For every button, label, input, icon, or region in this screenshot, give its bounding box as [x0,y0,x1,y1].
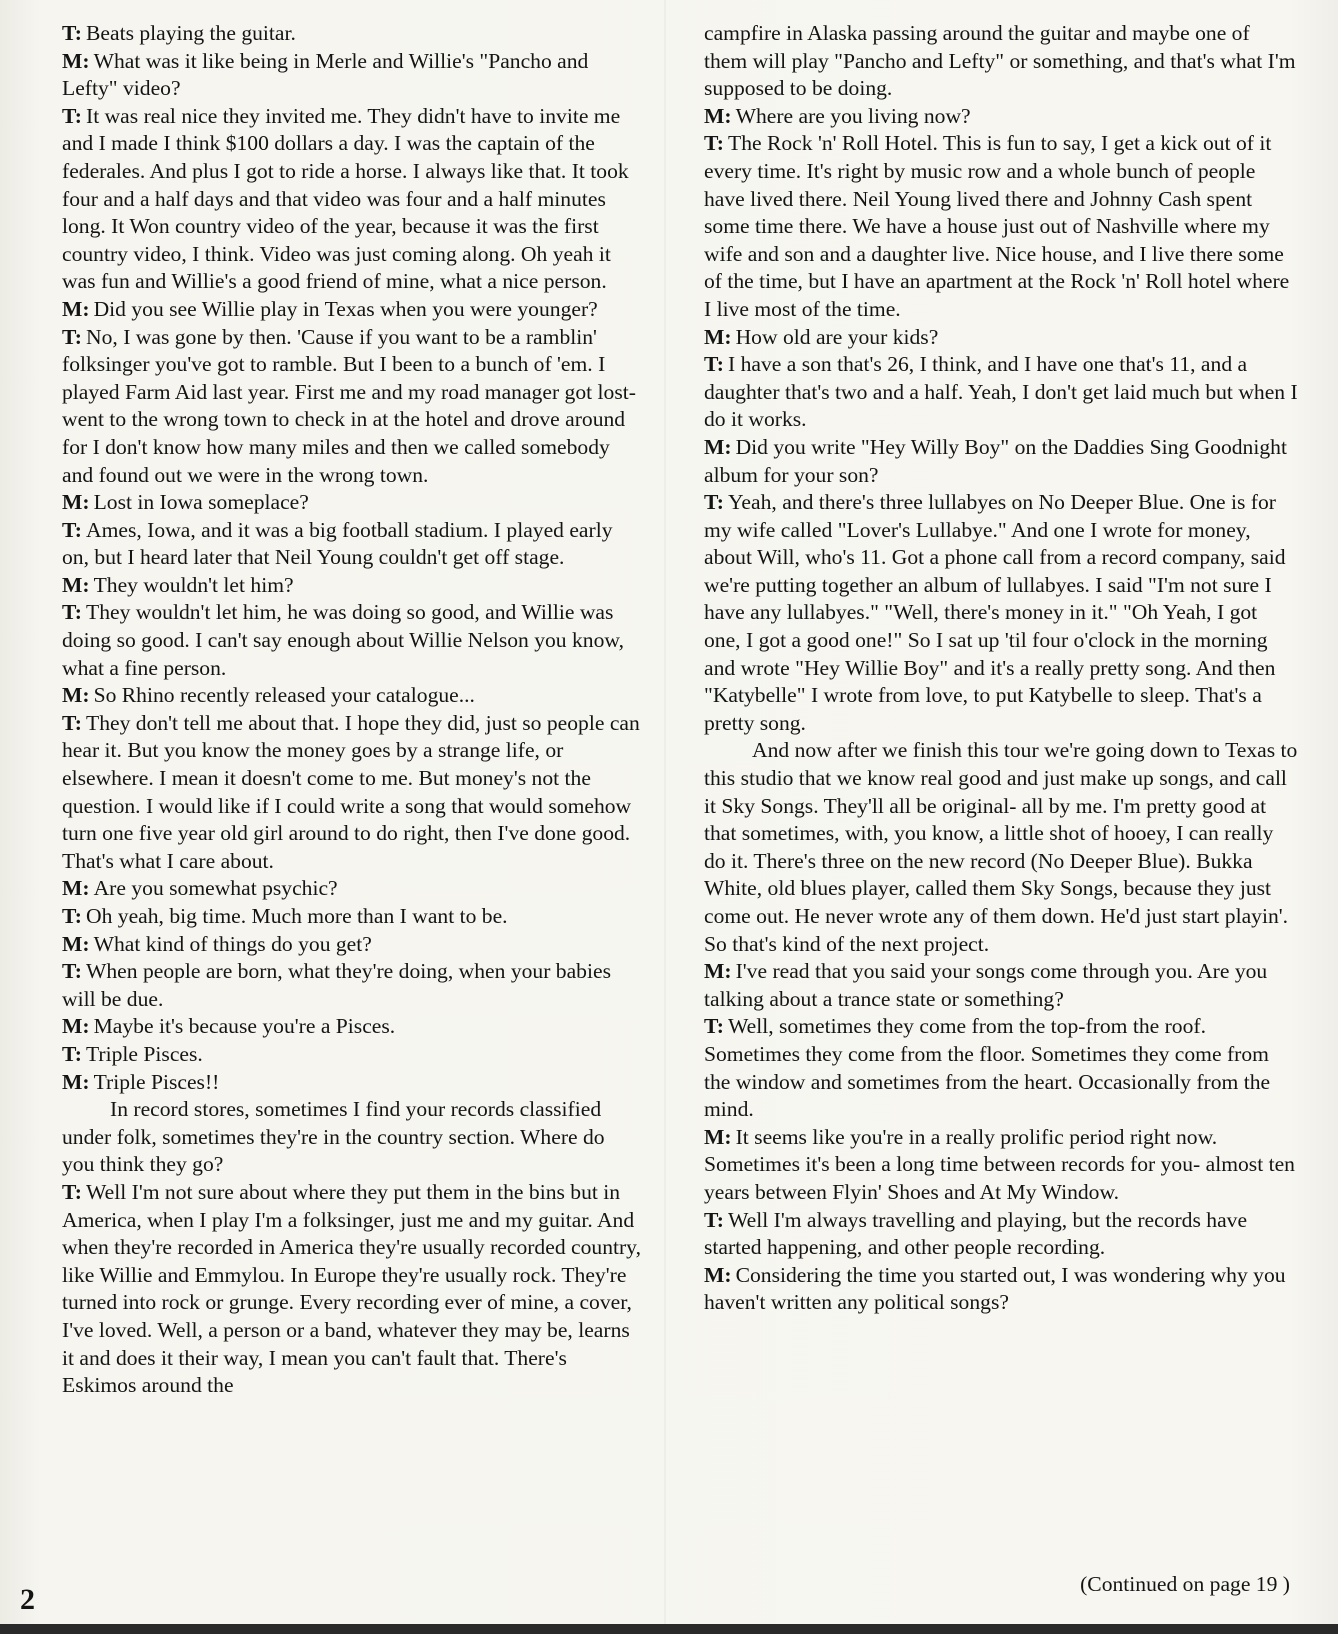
paragraph-text: Did you write "Hey Willy Boy" on the Daddies Sing Goodnight album for your son? [704,434,1287,487]
speaker-label: M: [704,434,732,459]
paragraph-text: Well I'm not sure about where they put them in the bins but in America, when I play I'm a folksinger, just me and my guitar. And when they're recorded in America they're usually recorded country, like Willie and Emmylou. In Europe they're usually rock. They're turned into rock or grunge. Every recording ever of mine, a cover, I've loved. Well, a person or a band, whatever they may be, learns it and does it their way, I mean you can't fault that. There's Eskimos around the [62,1179,641,1398]
paragraph-text: And now after we finish this tour we're going down to Texas to this studio that we know real good and just make up songs, and call it Sky Songs. They'll all be original- all by me. I'm pretty good at that sometimes, with, you know, a little shot of hooey, I can really do it. There's three on the new record (No Deeper Blue). Bukka White, old blues player, called them Sky Songs, because they just come out. He never wrote any of them down. He'd just start playin'. So that's kind of the next project. [704,738,1298,956]
speaker-label: T: [704,131,724,156]
paragraph [62,958,642,1013]
paragraph [704,324,1298,352]
paragraph [704,1013,1298,1123]
speaker-label: T: [704,490,724,515]
speaker-label: T: [62,517,82,542]
speaker-label: T: [704,1207,724,1232]
paragraph [704,1207,1298,1262]
paragraph [704,1262,1298,1317]
speaker-label: M: [62,296,90,321]
paragraph [62,682,642,710]
paragraph [62,875,642,903]
paragraph [704,130,1298,323]
speaker-label: M: [62,876,90,901]
paragraph-text: Beats playing the guitar. [86,21,296,45]
paragraph [62,103,642,296]
speaker-label: M: [704,959,732,984]
speaker-label: M: [62,572,90,597]
paragraph [704,958,1298,1013]
right-column [704,20,1298,1317]
paragraph-text: What kind of things do you get? [93,931,372,956]
speaker-label: T: [62,1041,82,1066]
paragraph-text: How old are your kids? [735,324,939,349]
paragraph [62,489,642,517]
continued-note: (Continued on page 19 ) [1080,1572,1290,1596]
speaker-label: M: [704,103,732,128]
paragraph-text: I have a son that's 26, I think, and I have one that's 11, and a daughter that's two and a half. Yeah, I don't get laid much but when I do it works. [704,352,1298,432]
speaker-label: M: [704,1262,732,1287]
paragraph-text: Did you see Willie play in Texas when you were younger? [93,296,598,321]
speaker-label: T: [62,710,82,735]
paragraph-text: Well, sometimes they come from the top-from the roof. Sometimes they come from the floor. Sometimes they come from the window and sometimes from the heart. Occasionally from the mind. [704,1014,1271,1122]
paragraph [62,710,642,876]
paragraph-text: campfire in Alaska passing around the guitar and maybe one of them will play "Pancho and Lefty" or something, and that's what I'm supposed to be doing. [704,21,1296,101]
paragraph [704,351,1298,434]
speaker-label: T: [704,1014,724,1039]
paragraph [62,903,642,931]
speaker-label: T: [62,1179,82,1204]
page-number: 2 [20,1583,35,1616]
paragraph [704,20,1298,103]
paragraph [704,737,1298,958]
paragraph-text: Where are you living now? [735,103,971,128]
paragraph [62,599,642,682]
paragraph-text: Triple Pisces!! [93,1069,220,1094]
paragraph [62,572,642,600]
speaker-label: T: [62,103,82,128]
paragraph [62,1013,642,1041]
paragraph [62,1096,642,1179]
paragraph-text: When people are born, what they're doing, when your babies will be due. [62,959,611,1011]
paragraph-text: Oh yeah, big time. Much more than I want to be. [86,904,508,928]
speaker-label: T: [62,324,82,349]
paragraph-text: Considering the time you started out, I was wondering why you haven't written any political songs? [704,1262,1286,1315]
paragraph-text: The Rock 'n' Roll Hotel. This is fun to say, I get a kick out of it every time. It's right by music row and a whole bunch of people have lived there. Neil Young lived there and Johnny Cash spent some time there. We have a house just out of Nashville where my wife and son and a daughter live. Nice house, and I live there some of the time, but I have an apartment at the Rock 'n' Roll hotel where I live most of the time. [704,131,1290,321]
paragraph-text: Maybe it's because you're a Pisces. [93,1014,396,1039]
paragraph-text: No, I was gone by then. 'Cause if you want to be a ramblin' folksinger you've got to ramble. But I been to a bunch of 'em. I played Farm Aid last year. First me and my road manager got lost-went to the wrong town to check in at the hotel and drove around for I don't know how many miles and then we called somebody and found out we were in the wrong town. [62,324,636,487]
speaker-label: M: [62,490,90,515]
paragraph-text: Yeah, and there's three lullabyes on No Deeper Blue. One is for my wife called "Lover's Lullabye." And one I wrote for money, about Will, who's 11. Got a phone call from a record company, said we're putting together an album of lullabyes. I said "I'm not sure I have any lullabyes." "Well, there's money in it." "Oh Yeah, I got one, I got a good one!" So I sat up 'til four o'clock in the morning and wrote "Hey Willie Boy" and it's a really pretty song. And then "Katybelle" I wrote from love, to put Katybelle to sleep. That's a pretty song. [704,490,1286,735]
speaker-label: T: [62,600,82,625]
paragraph-text: They wouldn't let him? [93,572,294,597]
paragraph-text: Triple Pisces. [86,1041,203,1066]
paragraph-text: Lost in Iowa someplace? [93,490,309,515]
paragraph-text: It was real nice they invited me. They didn't have to invite me and I made I think $100 dollars a day. I was the captain of the federales. And plus I got to ride a horse. I always like that. It took four and a half days and that video was four and a half minutes long. It Won country video of the year, because it was the first country video, I think. Video was just coming along. Oh yeah it was fun and Willie's a good friend of mine, what a nice person. [62,103,629,294]
paragraph [62,1069,642,1097]
speaker-label: M: [62,683,90,708]
paragraph-text: I've read that you said your songs come through you. Are you talking about a trance state or something? [704,959,1268,1011]
paragraph [62,324,642,490]
speaker-label: M: [62,1069,90,1094]
paragraph [704,434,1298,489]
paragraph-text: Well I'm always travelling and playing, but the records have started happening, and other people recording. [704,1207,1248,1260]
speaker-label: T: [62,21,82,45]
paragraph [62,517,642,572]
paragraph-text: In record stores, sometimes I find your records classified under folk, sometimes they're in the country section. Where do you think they go? [62,1097,605,1177]
paragraph-text: They don't tell me about that. I hope they did, just so people can hear it. But you know the money goes by a strange life, or elsewhere. I mean it doesn't come to me. But money's not the question. I would like if I could write a song that would somehow turn one five year old girl around to do right, then I've done good. That's what I care about. [62,710,640,873]
speaker-label: M: [62,1014,90,1039]
paragraph [704,489,1298,737]
speaker-label: T: [62,904,82,928]
paragraph-text: It seems like you're in a really prolific period right now. Sometimes it's been a long time between records for you- almost ten years between Flyin' Shoes and At My Window. [704,1124,1295,1204]
speaker-label: M: [704,1124,732,1149]
paragraph [62,20,642,48]
paragraph-text: They wouldn't let him, he was doing so good, and Willie was doing so good. I can't say enough about Willie Nelson you know, what a fine person. [62,600,624,680]
paragraph-text: So Rhino recently released your catalogue... [93,683,475,708]
speaker-label: T: [62,959,82,984]
left-column [62,20,642,1400]
paragraph [62,48,642,103]
speaker-label: M: [62,48,90,73]
paragraph-text: Are you somewhat psychic? [93,876,338,901]
paragraph [62,931,642,959]
speaker-label: T: [704,352,724,377]
center-gutter [664,0,666,1624]
paragraph-text: Ames, Iowa, and it was a big football stadium. I played early on, but I heard later that Neil Young couldn't get off stage. [62,517,613,570]
speaker-label: M: [704,324,732,349]
bottom-edge [0,1624,1338,1634]
paragraph [62,1041,642,1069]
paragraph [704,1124,1298,1207]
paragraph [62,1179,642,1400]
paragraph [704,103,1298,131]
paragraph-text: What was it like being in Merle and Willie's "Pancho and Lefty" video? [62,48,589,101]
paragraph [62,296,642,324]
speaker-label: M: [62,931,90,956]
